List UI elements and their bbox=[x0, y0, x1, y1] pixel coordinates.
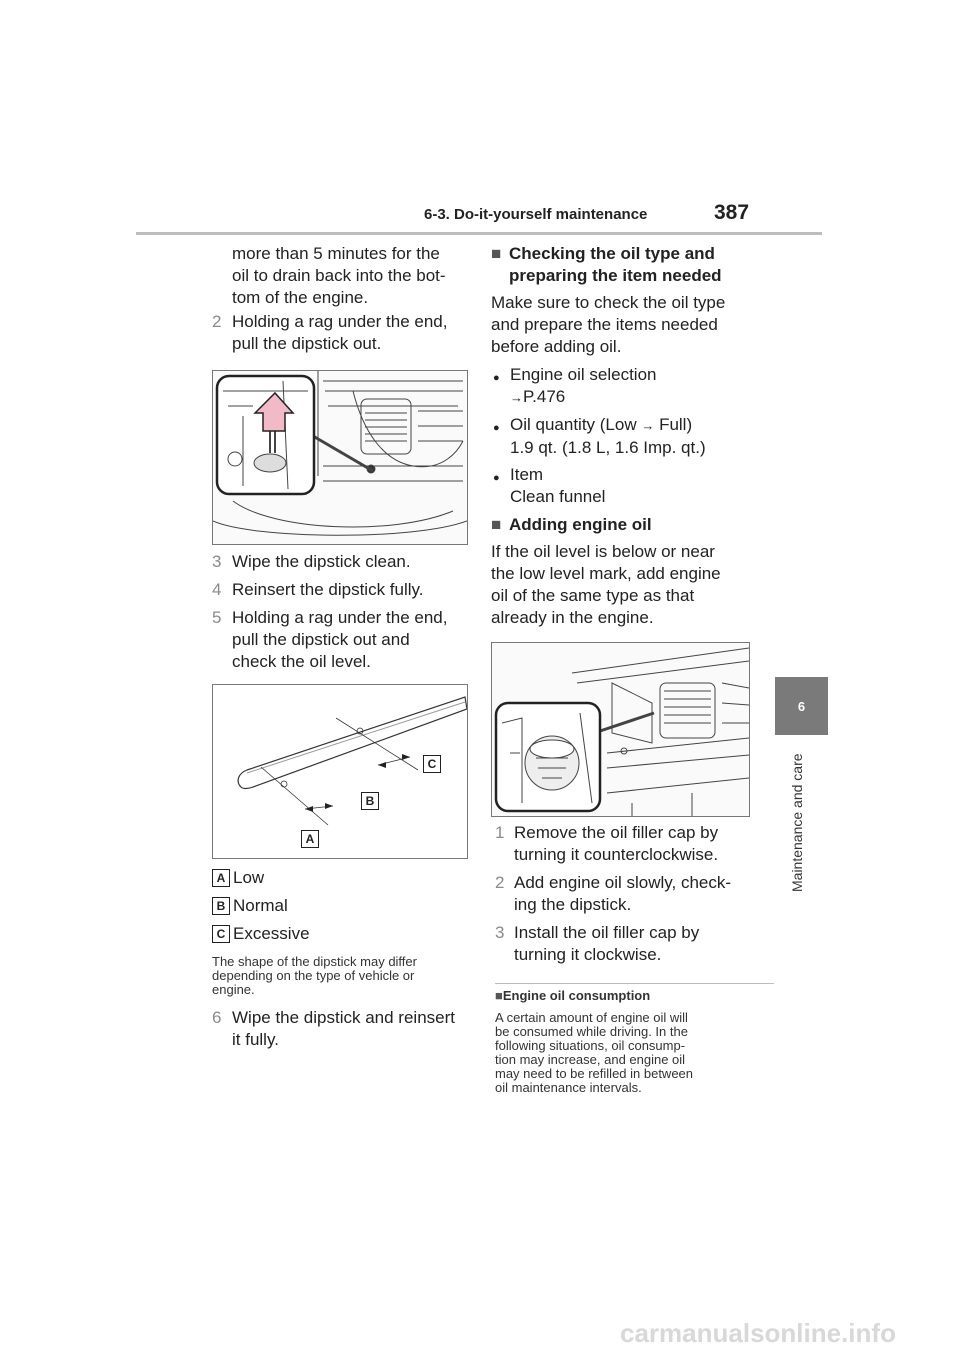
section-title: 6-3. Do-it-yourself maintenance bbox=[424, 206, 648, 223]
page-number: 387 bbox=[714, 201, 750, 224]
step-4: 4 Reinsert the dipstick fully. bbox=[212, 580, 424, 599]
fill-step-2: 2 Add engine oil slowly, check- ing the dipstick. bbox=[495, 873, 732, 914]
oil-consumption-note: A certain amount of engine oil will be consumed while driving. In the following situations, oil consump- tion may increase, and engine oil may need to be refilled in between oil maintenance intervals. bbox=[495, 1010, 694, 1095]
dipstick-note: The shape of the dipstick may differ depending on the type of vehicle or engine. bbox=[212, 954, 417, 997]
section-divider bbox=[495, 983, 774, 984]
step-6: 6 Wipe the dipstick and reinsert it fully. bbox=[212, 1008, 455, 1049]
note-heading: ■Engine oil consumption bbox=[495, 988, 651, 1003]
dipstick-pull-figure bbox=[212, 370, 468, 545]
oil-filler-cap-figure bbox=[491, 642, 750, 817]
chapter-tab: 6 bbox=[775, 677, 828, 735]
fill-step-3: 3 Install the oil filler cap by turning it clockwise. bbox=[495, 923, 700, 964]
step-2: 2 Holding a rag under the end, pull the dipstick out. bbox=[212, 312, 448, 353]
fill-step-1: 1 Remove the oil filler cap by turning it counterclockwise. bbox=[495, 823, 719, 864]
step-5: 5 Holding a rag under the end, pull the dipstick out and check the oil level. bbox=[212, 608, 448, 671]
chapter-tab-label: Maintenance and care bbox=[789, 753, 805, 892]
heading-check-oil: ■ Checking the oil type and preparing the item needed bbox=[491, 244, 722, 285]
bullet-item: ● Item Clean funnel bbox=[510, 464, 605, 508]
adding-oil-paragraph: If the oil level is below or near the low level mark, add engine oil of the same type as that already in the engine. bbox=[491, 542, 721, 627]
dipstick-level-figure bbox=[212, 684, 468, 859]
label-a-marker: A bbox=[301, 830, 319, 848]
bullet-oil-selection: ● Engine oil selection →P.476 bbox=[510, 364, 656, 409]
page-ref-link[interactable]: P.476 bbox=[523, 387, 566, 406]
heading-adding-oil: ■ Adding engine oil bbox=[491, 515, 652, 534]
step-3: 3 Wipe the dipstick clean. bbox=[212, 552, 411, 571]
engine-bay-illustration bbox=[492, 643, 749, 816]
label-c-marker: C bbox=[423, 755, 441, 773]
dipstick-pull-illustration bbox=[213, 371, 467, 544]
continued-text: more than 5 minutes for the oil to drain back into the bot- tom of the engine. bbox=[232, 244, 446, 307]
label-b-marker: B bbox=[361, 792, 379, 810]
check-oil-paragraph: Make sure to check the oil type and prepare the items needed before adding oil. bbox=[491, 293, 726, 356]
bullet-oil-quantity: ● Oil quantity (Low → Full) 1.9 qt. (1.8 L, 1.6 Imp. qt.) bbox=[510, 414, 706, 459]
watermark: carmanualsonline.info bbox=[620, 1318, 896, 1348]
header-rule bbox=[136, 232, 822, 235]
